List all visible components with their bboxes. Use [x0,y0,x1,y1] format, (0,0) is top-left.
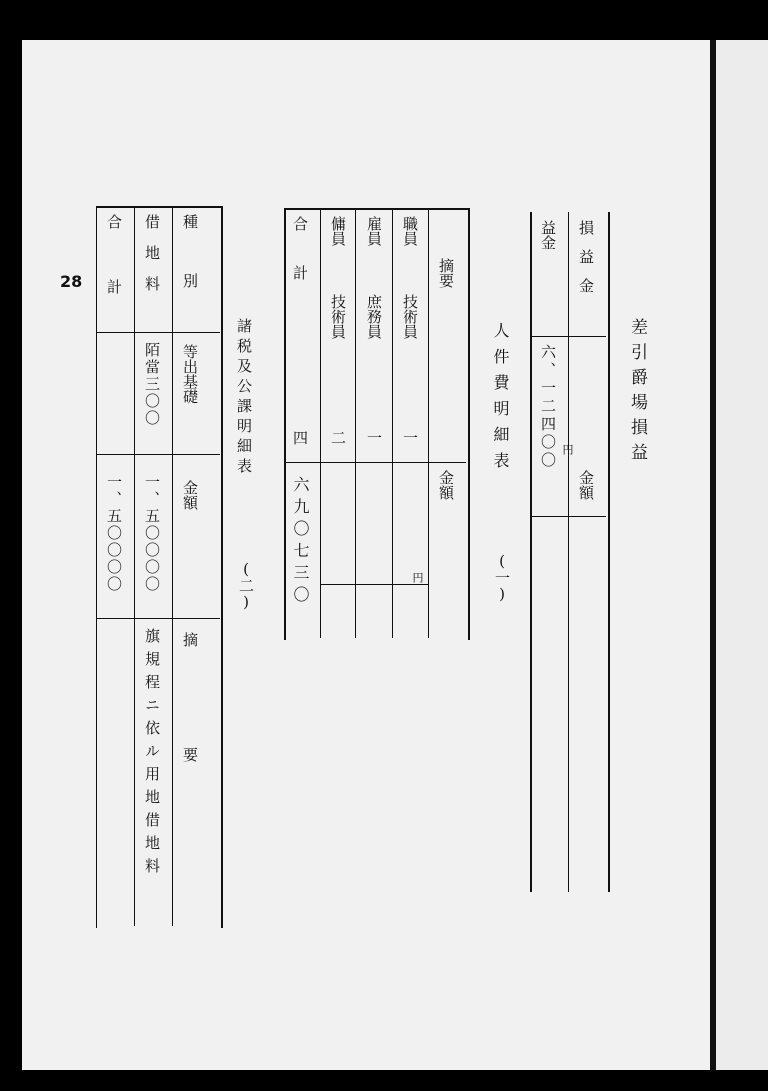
taxes-total-amount: 一、五〇〇〇〇 [105,474,123,593]
taxes-row-kind: 借地料 [143,214,161,307]
personnel-amount-line [284,462,466,463]
taxes-row-basis: 陌當三〇〇 [143,342,161,427]
personnel-unit-line [320,584,428,585]
personnel-title: 人件費明細表 [491,322,510,478]
personnel-row1-count: 一 [401,430,419,445]
taxes-number: (二) [237,560,255,611]
personnel-total-label: 合計 [291,216,309,314]
personnel-row2-count: 一 [365,430,383,445]
profit-row-amount: 六、一二四〇〇 [539,344,557,470]
taxes-header-amount: 金額 [181,480,199,510]
profit-row-unit: 円 [561,444,574,455]
personnel-col-divider-3 [355,208,356,638]
taxes-header-basis: 等出基礎 [181,344,199,404]
taxes-amount-line [96,618,220,619]
personnel-row1-role: 技術員 [401,294,419,339]
personnel-col-divider-1 [428,208,429,638]
profit-row-line [530,516,606,517]
profit-table [530,212,610,892]
taxes-col-divider-1 [172,206,173,926]
personnel-row3-class: 傭員 [329,216,347,246]
personnel-col-divider-2 [392,208,393,638]
profit-header-line [530,336,606,337]
personnel-row2-class: 雇員 [365,216,383,246]
personnel-header-summary: 摘要 [437,258,455,288]
next-page-edge [716,40,768,1070]
personnel-header-amount: 金額 [437,470,455,500]
personnel-row1-class: 職員 [401,216,419,246]
profit-col-divider [568,212,569,892]
taxes-header-remark: 摘要 [181,632,199,862]
taxes-col-divider-2 [134,206,135,926]
personnel-row3-count: 二 [329,430,347,445]
personnel-row2-role: 庶務員 [365,294,383,339]
personnel-total-count: 四 [291,430,309,445]
personnel-total-unit: 円 [411,572,424,583]
profit-row-label: 益金 [539,220,557,250]
taxes-title: 諸税及公課明細表 [235,318,253,478]
section-title: 差引爵場損益 [627,318,647,468]
personnel-number: (一) [493,552,511,603]
page-number: 28 [60,272,83,291]
taxes-row-remark: 旗規程ニ依ル用地借地料 [143,628,161,881]
profit-header-amount: 金額 [577,470,595,500]
taxes-row-amount: 一、五〇〇〇〇 [143,474,161,593]
profit-header-label: 損益金 [577,220,595,307]
taxes-header-kind: 種別 [181,214,199,332]
personnel-row3-role: 技術員 [329,294,347,339]
personnel-col-divider-4 [320,208,321,638]
personnel-total-amount: 六九〇七三〇 [291,476,310,608]
taxes-basis-line [96,454,220,455]
taxes-total-label: 合計 [105,214,123,344]
